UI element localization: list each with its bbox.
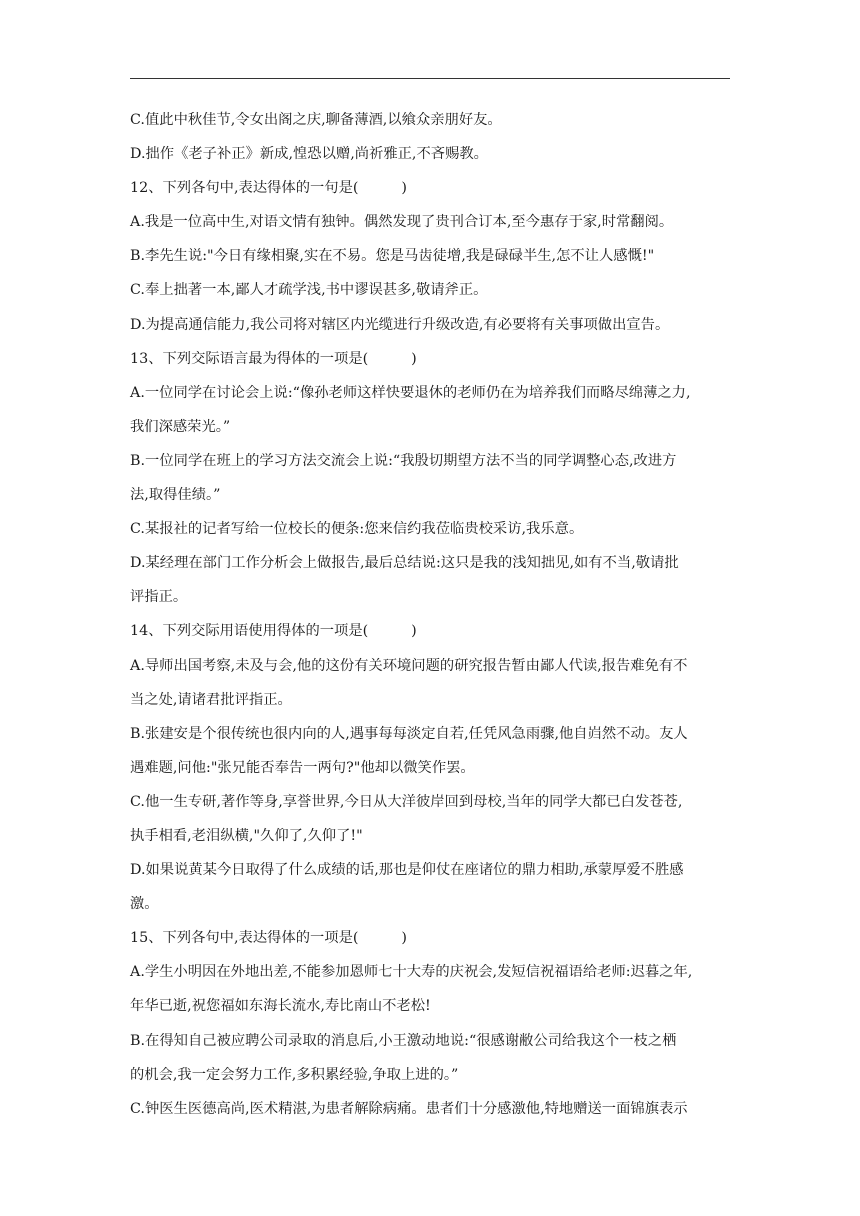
answer-option-continued: 法,取得佳绩。” <box>130 487 221 504</box>
answer-option-continued: 评指正。 <box>130 589 188 606</box>
answer-option: C.某报社的记者写给一位校长的便条:您来信约我莅临贵校采访,我乐意。 <box>130 521 584 538</box>
text-line: C.值此中秋佳节,令女出阁之庆,聊备薄酒,以飨众亲朋好友。 <box>130 112 502 128</box>
answer-option: A.学生小明因在外地出差,不能参加恩师七十大寿的庆祝会,发短信祝福语给老师:迟暮之年, <box>130 964 693 981</box>
answer-option-continued: 执手相看,老泪纵横,"久仰了,久仰了!" <box>130 827 363 844</box>
answer-option-continued: 年华已逝,祝您福如东海长流水,寿比南山不老松! <box>130 998 431 1015</box>
answer-option-continued: 当之处,请诸君批评指正。 <box>130 691 292 708</box>
answer-option-continued: 遇难题,问他:"张兄能否奉告一两句?"他却以微笑作罢。 <box>130 759 475 776</box>
answer-option: B.在得知自己被应聘公司录取的消息后,小王激动地说:“很感谢敝公司给我这个一枝之栖 <box>130 1032 677 1049</box>
question-heading: 15、下列各句中,表达得体的一项是( ) <box>130 930 407 947</box>
answer-option: C.他一生专研,著作等身,享誉世界,今日从大洋彼岸回到母校,当年的同学大都已白发苍苍, <box>130 793 683 810</box>
answer-option: B.李先生说:"今日有缘相聚,实在不易。您是马齿徒增,我是碌碌半生,怎不让人感慨!" <box>130 248 655 265</box>
answer-option: B.张建安是个很传统也很内向的人,遇事每每淡定自若,任凭风急雨骤,他自岿然不动。友人 <box>130 725 688 742</box>
answer-option-continued: 激。 <box>130 896 159 913</box>
answer-option: C.奉上拙著一本,鄙人才疏学浅,书中谬误甚多,敬请斧正。 <box>130 282 488 299</box>
question-heading: 14、下列交际用语使用得体的一项是( ) <box>130 623 417 640</box>
answer-option-continued: 的机会,我一定会努力工作,多积累经验,争取上进的。” <box>130 1066 459 1083</box>
answer-option: D.如果说黄某今日取得了什么成绩的话,那也是仰仗在座诸位的鼎力相助,承蒙厚爱不胜感 <box>130 862 684 879</box>
answer-option: A.我是一位高中生,对语文情有独钟。偶然发现了贵刊合订本,至今惠存于家,时常翻阅。 <box>130 214 674 231</box>
document-body <box>130 103 734 1126</box>
text-line: D.拙作《老子补正》新成,惶恐以赠,尚祈雅正,不吝赐教。 <box>130 146 488 163</box>
header-rule <box>130 78 730 79</box>
answer-option: A.导师出国考察,未及与会,他的这份有关环境问题的研究报告暂由鄙人代读,报告难免有不 <box>130 657 688 674</box>
answer-option: C.钟医生医德高尚,医术精湛,为患者解除病痛。患者们十分感激他,特地赠送一面锦旗表示 <box>130 1100 688 1117</box>
answer-option-continued: 我们深感荣光。” <box>130 418 231 435</box>
question-heading: 12、下列各句中,表达得体的一句是( ) <box>130 180 407 197</box>
answer-option: B.一位同学在班上的学习方法交流会上说:“我殷切期望方法不当的同学调整心态,改进方 <box>130 452 677 469</box>
answer-option: D.为提高通信能力,我公司将对辖区内光缆进行升级改造,有必要将有关事项做出宣告。 <box>130 316 670 333</box>
answer-option: D.某经理在部门工作分析会上做报告,最后总结说:这只是我的浅知拙见,如有不当,敬请批 <box>130 555 679 572</box>
question-heading: 13、下列交际语言最为得体的一项是( ) <box>130 350 417 367</box>
answer-option: A.一位同学在讨论会上说:“像孙老师这样快要退休的老师仍在为培养我们而略尽绵薄之力, <box>130 384 691 401</box>
